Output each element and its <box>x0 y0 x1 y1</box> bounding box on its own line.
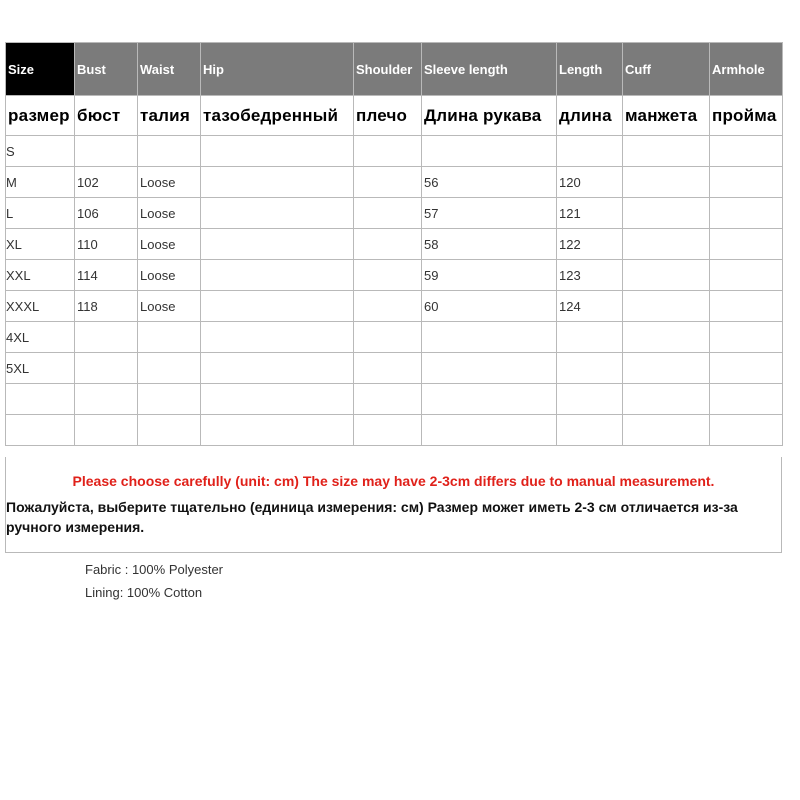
table-row-cell: 57 <box>422 198 557 229</box>
table-row-cell <box>710 353 783 384</box>
table-row-cell: 121 <box>557 198 623 229</box>
table-row-cell <box>354 384 422 415</box>
table-row-cell <box>354 229 422 260</box>
header-row-cell: Waist <box>138 43 201 96</box>
table-row-cell <box>6 415 75 446</box>
table-row-cell <box>138 384 201 415</box>
table-row-cell <box>710 291 783 322</box>
table-row-cell: XL <box>6 229 75 260</box>
fabric-info <box>85 558 223 604</box>
table-row-cell <box>6 384 75 415</box>
table-row-cell <box>201 229 354 260</box>
table-row <box>6 136 783 167</box>
header-row-ru <box>6 96 783 136</box>
table-row-cell: L <box>6 198 75 229</box>
table-row <box>6 229 783 260</box>
table-row-cell: 123 <box>557 260 623 291</box>
header-row-ru-cell: манжета <box>623 96 710 136</box>
table-row-cell: M <box>6 167 75 198</box>
header-row-ru-cell: бюст <box>75 96 138 136</box>
size-chart <box>5 42 783 446</box>
table-row <box>6 260 783 291</box>
header-row-ru-cell: размер <box>6 96 75 136</box>
header-row-cell: Length <box>557 43 623 96</box>
table-row-cell <box>354 415 422 446</box>
table-row-cell: 124 <box>557 291 623 322</box>
table-row-cell <box>354 322 422 353</box>
table-row-cell: 118 <box>75 291 138 322</box>
header-row-cell: Sleeve length <box>422 43 557 96</box>
table-row-cell: 122 <box>557 229 623 260</box>
table-row-cell <box>75 322 138 353</box>
table-row-cell <box>623 415 710 446</box>
table-row-cell <box>422 415 557 446</box>
lining-line: Lining: 100% Cotton <box>85 585 203 600</box>
table-row-cell: 110 <box>75 229 138 260</box>
table-row-cell <box>557 322 623 353</box>
table-row-cell <box>201 322 354 353</box>
table-row-cell <box>201 384 354 415</box>
table-row-cell <box>557 136 623 167</box>
table-row-cell <box>710 415 783 446</box>
table-row-cell <box>201 415 354 446</box>
table-row <box>6 167 783 198</box>
table-row-cell: Loose <box>138 260 201 291</box>
table-row-cell <box>623 322 710 353</box>
table-row-cell <box>623 229 710 260</box>
table-row-cell <box>201 260 354 291</box>
table-row-cell <box>138 353 201 384</box>
table-row-cell <box>422 322 557 353</box>
table-row-cell: 59 <box>422 260 557 291</box>
table-row-cell <box>557 384 623 415</box>
table-row-cell <box>422 384 557 415</box>
table-row <box>6 198 783 229</box>
table-row-cell <box>422 136 557 167</box>
table-row-cell <box>201 167 354 198</box>
table-row-cell: 56 <box>422 167 557 198</box>
table-row-cell <box>75 384 138 415</box>
table-row-cell <box>623 167 710 198</box>
table-row-cell <box>623 291 710 322</box>
table-row-cell <box>354 291 422 322</box>
table-row-cell: 58 <box>422 229 557 260</box>
table-row-cell: 5XL <box>6 353 75 384</box>
table-row-cell <box>354 136 422 167</box>
table-row-cell: Loose <box>138 167 201 198</box>
header-row-ru-cell: плечо <box>354 96 422 136</box>
table-row-cell <box>201 136 354 167</box>
table-row-cell <box>354 167 422 198</box>
table-row-cell <box>201 353 354 384</box>
table-row-cell <box>710 229 783 260</box>
header-row-cell: Bust <box>75 43 138 96</box>
table-row-cell: Loose <box>138 291 201 322</box>
fabric-line: Fabric : 100% Polyester <box>85 562 224 577</box>
size-table <box>5 42 783 446</box>
table-row-cell <box>138 415 201 446</box>
table-row-cell <box>710 260 783 291</box>
measurement-warning-en: Please choose carefully (unit: cm) The size may have 2-3cm differs due to manual measurement. <box>72 473 715 489</box>
table-row-cell <box>354 353 422 384</box>
table-row-cell <box>201 198 354 229</box>
table-row-cell: Loose <box>138 229 201 260</box>
header-row-cell: Hip <box>201 43 354 96</box>
header-row-cell: Size <box>6 43 75 96</box>
header-row-cell: Cuff <box>623 43 710 96</box>
table-row-cell <box>623 353 710 384</box>
header-row-ru-cell: длина <box>557 96 623 136</box>
table-row-cell <box>710 384 783 415</box>
table-row-cell: XXL <box>6 260 75 291</box>
header-row-cell: Shoulder <box>354 43 422 96</box>
measurement-warning-ru: Пожалуйста, выберите тщательно (единица измерения: см) Размер может иметь 2-3 см отличается из-за ручного измерения. <box>6 499 738 535</box>
table-row-cell <box>710 167 783 198</box>
header-row-cell: Armhole <box>710 43 783 96</box>
table-row <box>6 322 783 353</box>
table-row <box>6 353 783 384</box>
table-row-cell <box>201 291 354 322</box>
table-row <box>6 384 783 415</box>
table-row-cell: 106 <box>75 198 138 229</box>
table-row-cell: Loose <box>138 198 201 229</box>
table-row <box>6 415 783 446</box>
table-row-cell <box>354 198 422 229</box>
table-row-cell: S <box>6 136 75 167</box>
header-row-ru-cell: Длина рукава <box>422 96 557 136</box>
table-row-cell <box>138 322 201 353</box>
table-row-cell <box>422 353 557 384</box>
table-row-cell: XXXL <box>6 291 75 322</box>
table-row-cell <box>138 136 201 167</box>
table-row-cell <box>623 384 710 415</box>
table-row-cell: 114 <box>75 260 138 291</box>
table-row-cell: 60 <box>422 291 557 322</box>
table-row-cell <box>623 136 710 167</box>
table-row-cell <box>354 260 422 291</box>
table-row-cell <box>557 353 623 384</box>
table-row-cell: 120 <box>557 167 623 198</box>
table-row <box>6 291 783 322</box>
table-row-cell <box>623 198 710 229</box>
table-row-cell <box>710 198 783 229</box>
table-row-cell: 4XL <box>6 322 75 353</box>
table-row-cell <box>710 322 783 353</box>
table-row-cell <box>557 415 623 446</box>
measurement-note <box>5 457 782 553</box>
table-row-cell <box>710 136 783 167</box>
header-row <box>6 43 783 96</box>
header-row-ru-cell: пройма <box>710 96 783 136</box>
header-row-ru-cell: тазобедренный <box>201 96 354 136</box>
table-row-cell <box>75 136 138 167</box>
table-row-cell <box>75 415 138 446</box>
header-row-ru-cell: талия <box>138 96 201 136</box>
table-row-cell: 102 <box>75 167 138 198</box>
table-row-cell <box>623 260 710 291</box>
table-row-cell <box>75 353 138 384</box>
